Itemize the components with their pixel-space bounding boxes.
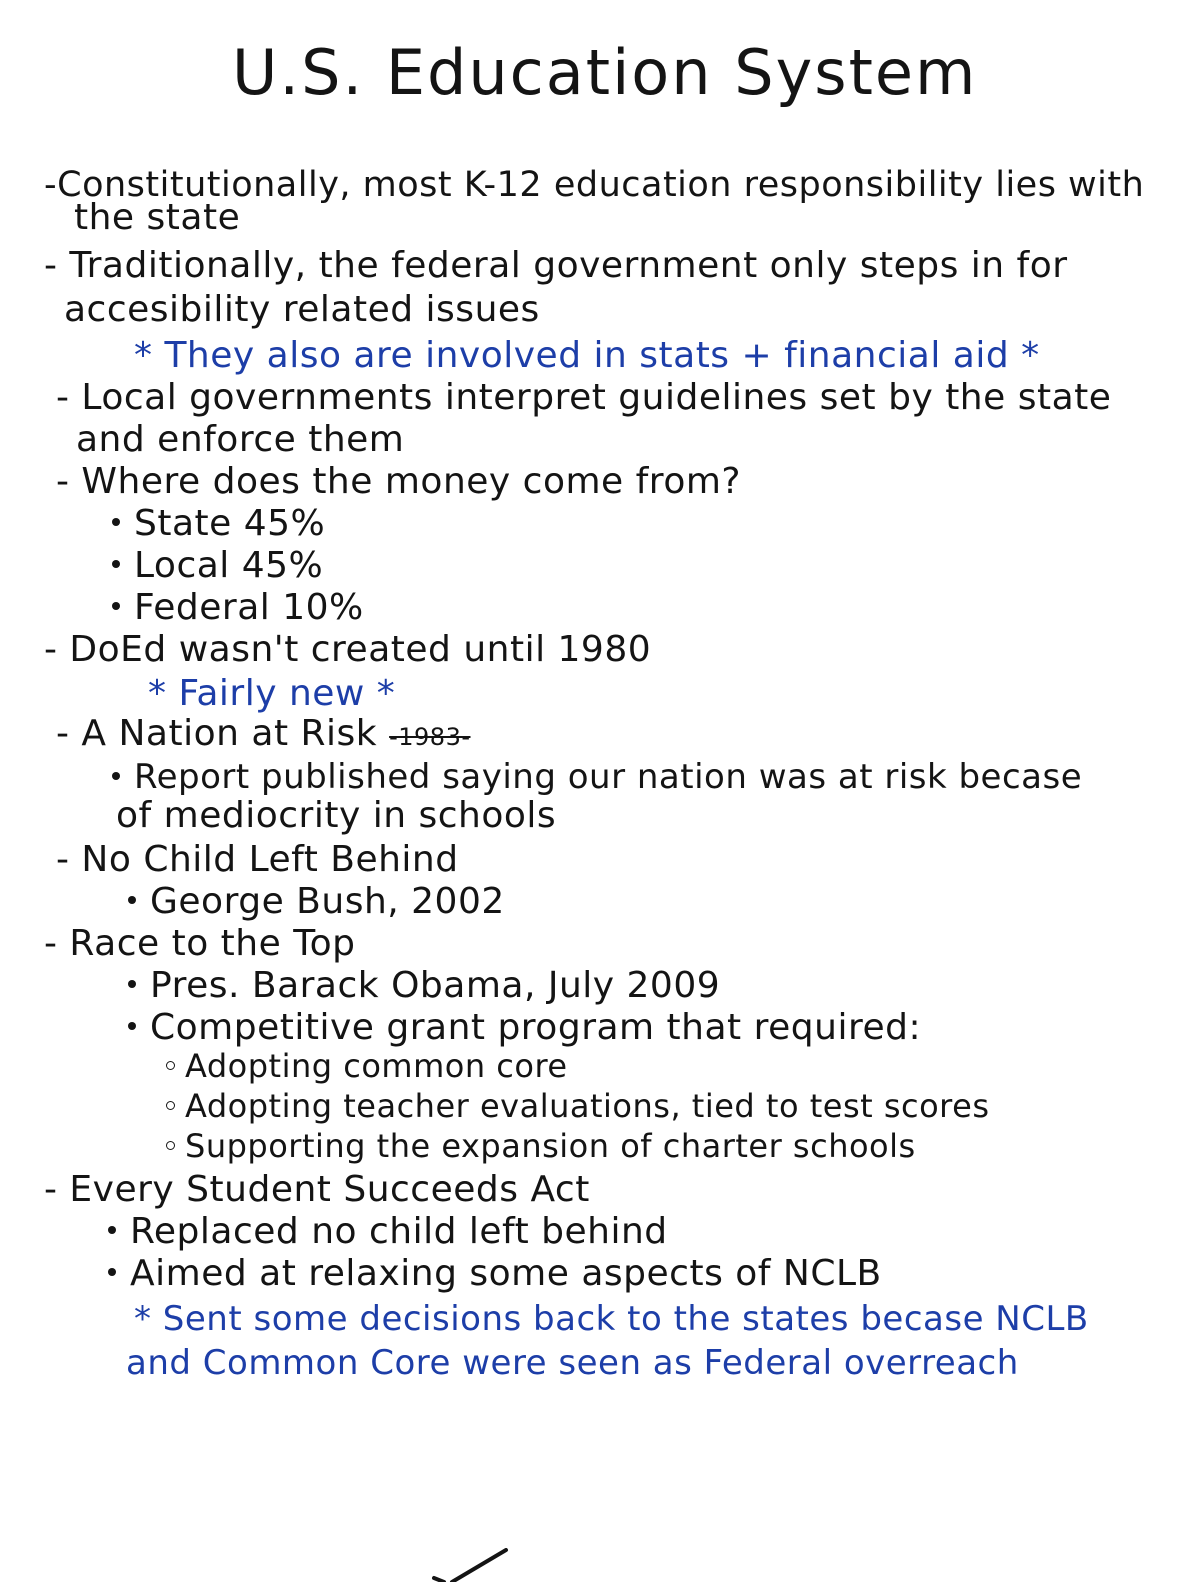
bullet-item: Competitive grant program that required: (128, 1010, 921, 1046)
note-line: and enforce them (76, 419, 405, 460)
note-line: - Race to the Top (44, 923, 356, 964)
note-line: of mediocrity in schools (116, 795, 557, 836)
note-line: - Every Student Succeeds Act (44, 1169, 590, 1210)
sub-bullet-item: Supporting the expansion of charter schools (166, 1130, 916, 1162)
note-line: - No Child Left Behind (56, 839, 459, 880)
sub-bullet-dot-icon (166, 1141, 175, 1150)
bullet-item: Pres. Barack Obama, July 2009 (128, 968, 720, 1004)
page-title: U.S. Education System (232, 36, 978, 109)
bullet-dot-icon (108, 1268, 116, 1276)
bullet-item: Federal 10% (112, 590, 364, 626)
annotation-note: * They also are involved in stats + financial aid * (134, 335, 1040, 376)
bullet-item: State 45% (112, 506, 325, 542)
annotation-note: * Sent some decisions back to the states becase NCLB (134, 1299, 1089, 1339)
note-line: - Where does the money come from? (56, 461, 742, 502)
bullet-item: Replaced no child left behind (108, 1214, 668, 1250)
bullet-dot-icon (128, 896, 136, 904)
bullet-dot-icon (112, 772, 120, 780)
checkmark-icon (430, 1548, 510, 1582)
note-line: the state (74, 197, 241, 238)
bullet-dot-icon (128, 1022, 136, 1030)
bullet-dot-icon (112, 602, 120, 610)
annotation-note: * Fairly new * (148, 673, 396, 714)
sub-bullet-item: Adopting teacher evaluations, tied to test scores (166, 1090, 989, 1122)
note-line: - Traditionally, the federal government only steps in for (44, 245, 1068, 286)
note-line: - Local governments interpret guidelines set by the state (56, 377, 1112, 418)
bullet-item: George Bush, 2002 (128, 884, 505, 920)
bullet-item: Aimed at relaxing some aspects of NCLB (108, 1256, 882, 1292)
struck-year: -1983- (389, 723, 471, 751)
note-line: - A Nation at Risk -1983- (56, 713, 471, 754)
bullet-dot-icon (112, 518, 120, 526)
sub-bullet-dot-icon (166, 1101, 175, 1110)
sub-bullet-dot-icon (166, 1061, 175, 1070)
note-line: -Constitutionally, most K-12 education responsibility lies with (44, 165, 1145, 205)
bullet-dot-icon (112, 560, 120, 568)
bullet-dot-icon (108, 1226, 116, 1234)
note-line: accesibility related issues (64, 289, 540, 330)
note-line: - DoEd wasn't created until 1980 (44, 629, 652, 670)
annotation-note: and Common Core were seen as Federal overreach (126, 1343, 1019, 1383)
sub-bullet-item: Adopting common core (166, 1050, 568, 1082)
bullet-dot-icon (128, 980, 136, 988)
bullet-item: Local 45% (112, 548, 323, 584)
bullet-item: Report published saying our nation was at risk becase (112, 760, 1082, 794)
